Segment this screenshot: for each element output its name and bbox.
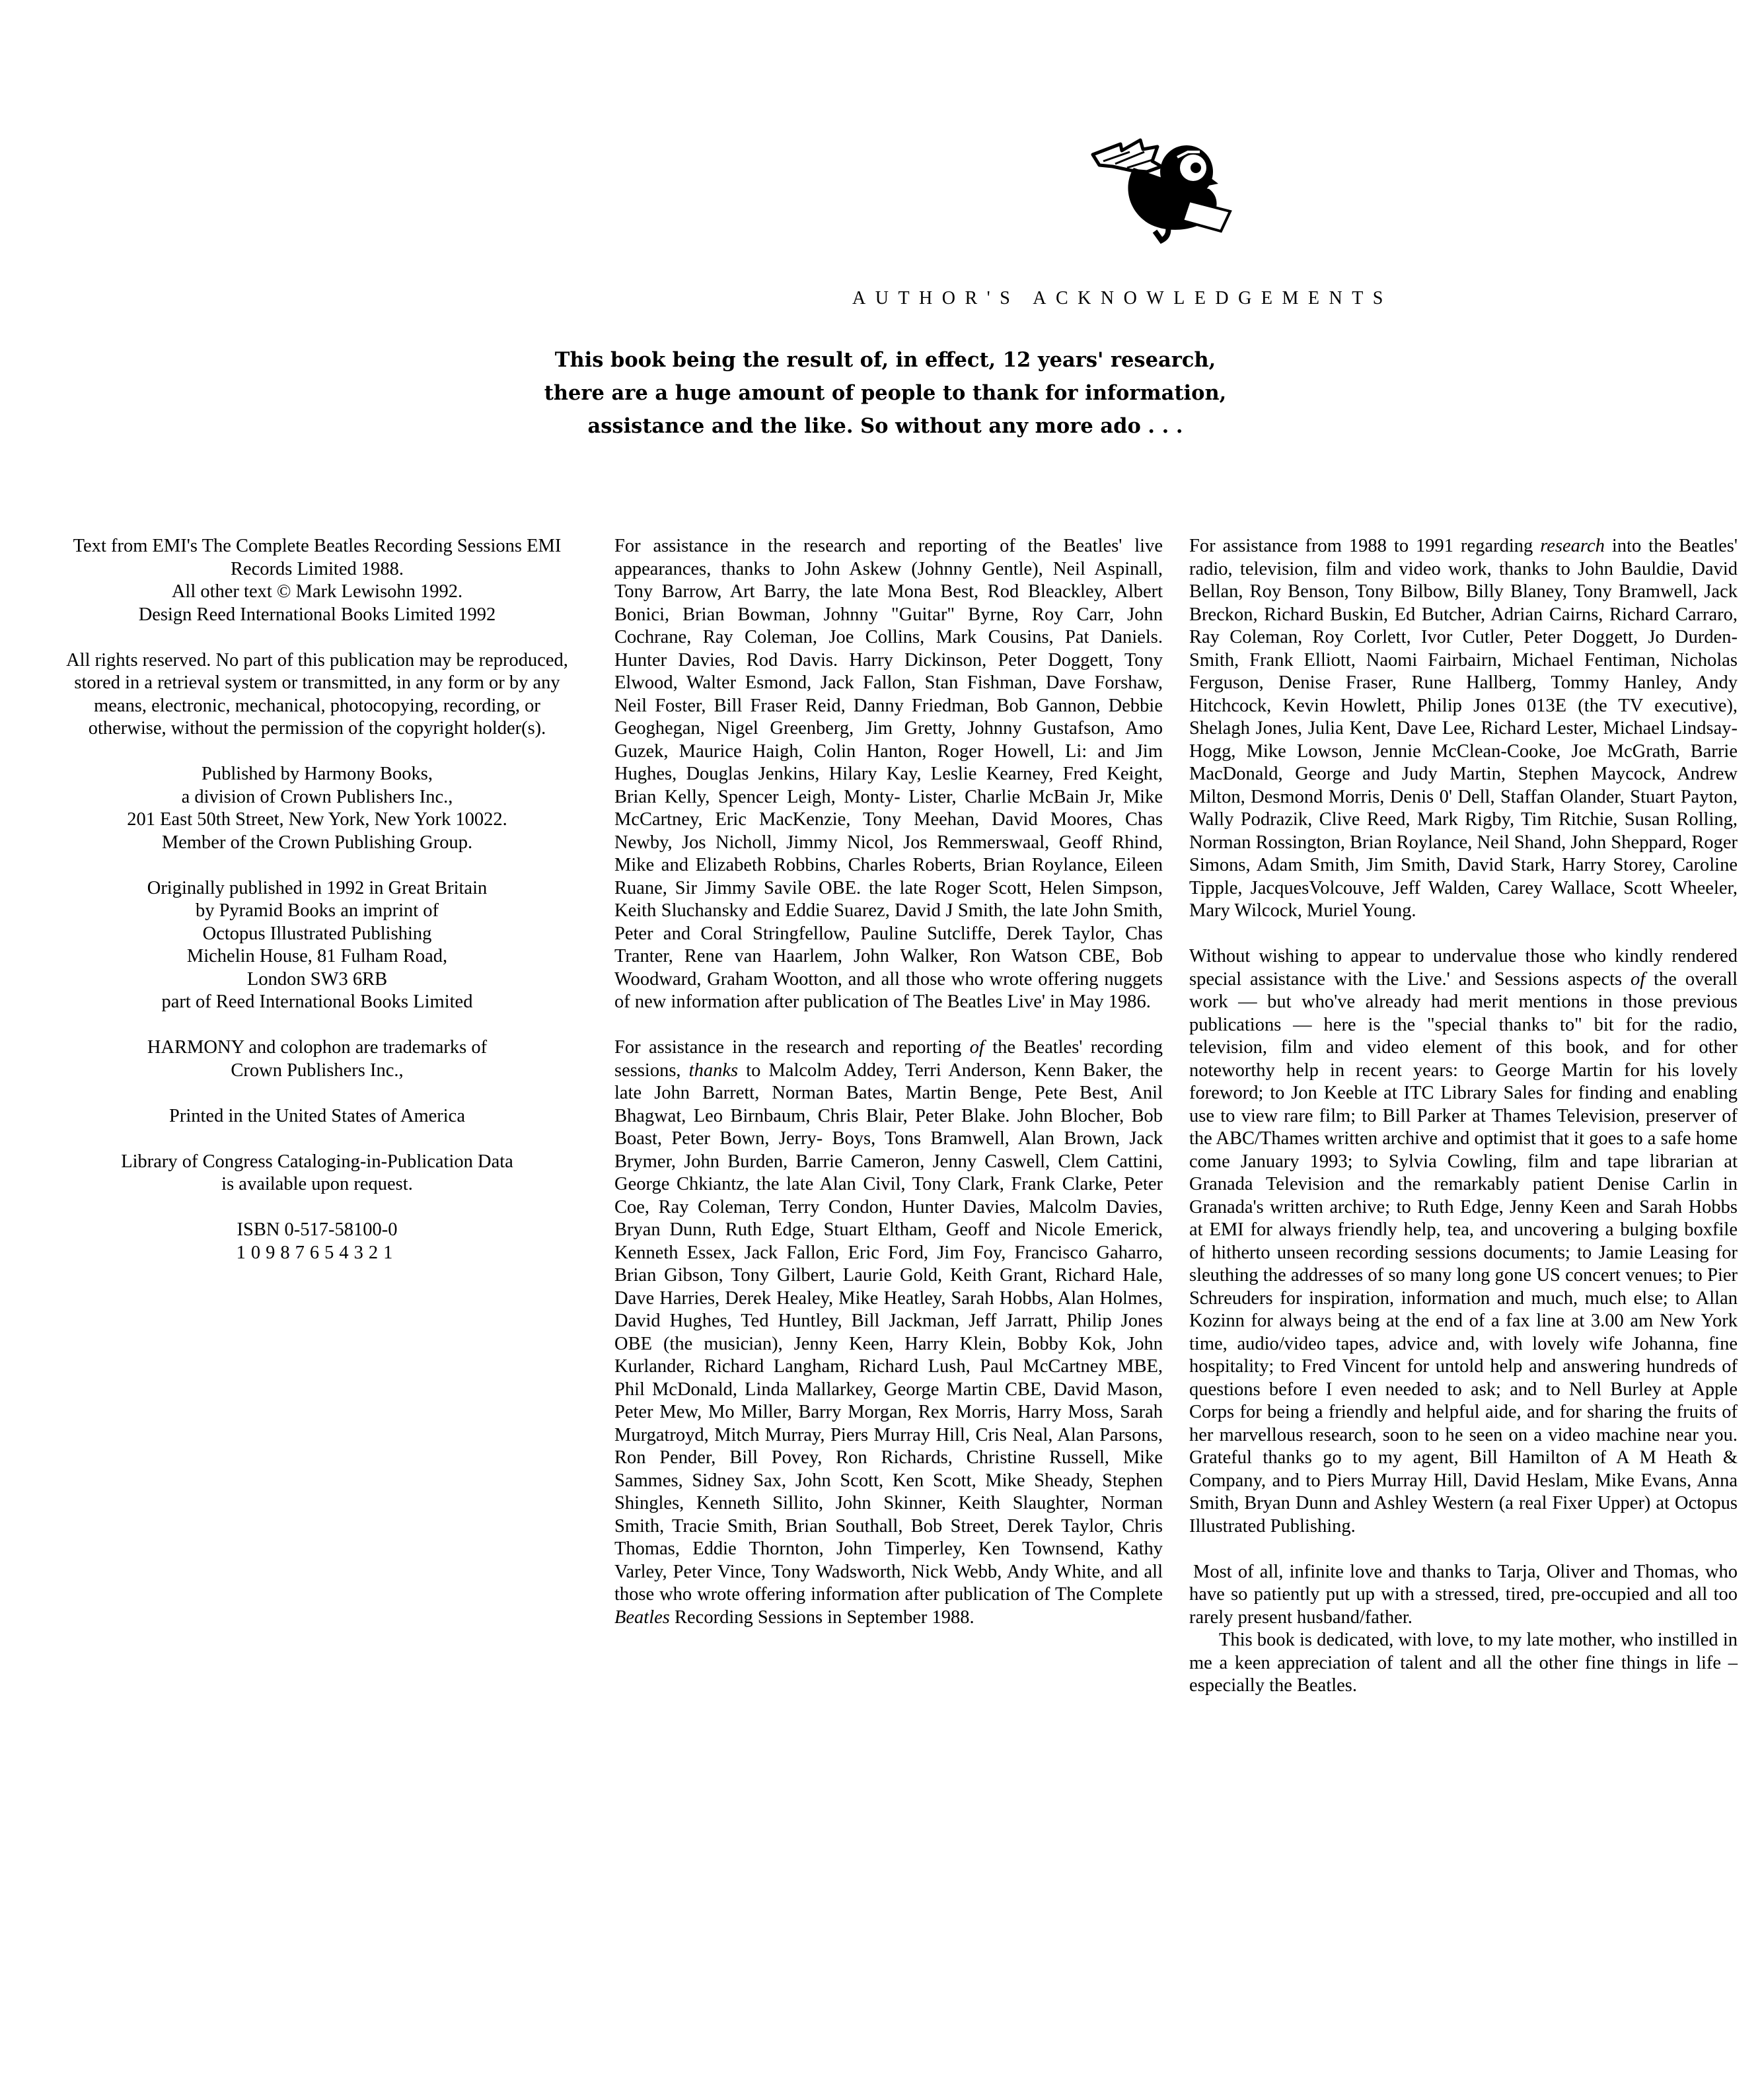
live-acknowledgements: For assistance in the research and reporting of the Beatles' live appearances, thanks to John Askew (Johnny Gentle), Neil Aspinall, Tony Barrow, Art Barry, the late Mona Best, Rod Bleackley, Albert Bonici, Brian Bowman, Johnny "Guitar" Byrne, Roy Carr, John Cochrane, Ray Coleman, Joe Collins, Mark Cousins, Pat Daniels. Hunter Davies, Rod Davis. Harry Dickinson, Peter Doggett, Tony Elwood, Walter Esmond, Jack Fallon, Stan Fishman, Dave Forshaw, Neil Foster, Bill Fraser Reid, Danny Friedman, Bob Gannon, Debbie Geoghegan, Nigel Greenberg, Jim Gretty, Johnny Gustafson, Amo Guzek, Maurice Haigh, Colin Hanton, Roger Howell, Li: and Jim Hughes, Douglas Jenkins, Hilary Kay, Leslie Kearney, Fred Keight, Brian Kelly, Spencer Leigh, Monty- Lister, Charlie McBain Jr, Mike McCartney, Eric MacKenzie, Tony Meehan, David Moores, Chas Newby, Jos Nicholl, Jimmy Nicol, Jos Remmerswaal, Geoff Rhind, Mike and Elizabeth Robbins, Charles Roberts, Brian Roylance, Eileen Ruane, Sir Jimmy Savile OBE. the late Roger Scott, Helen Simpson, Keith Sluchansky and Eddie Suarez, David J Smith, the late John Smith, Peter and Coral Stringfellow, Pauline Sutcliffe, Derek Taylor, Chas Tranter, Rene van Haarlem, John Walker, Ron Watson CBE, Bob Woodward, Graham Wootton, and all those who wrote offering nuggets of new information after publication of The Beatles Live' in May 1986. [614,536,1163,1012]
isbn: ISBN 0-517-58100-0 [237,1219,398,1240]
publisher-info: Published by Harmony Books, a division of Crown Publishers Inc., 201 East 50th Street, New York, New York 10022. Member of the Crown Publishing Group. [127,764,507,853]
trademark-notice: HARMONY and colophon are trademarks of Crown Publishers Inc., [147,1037,488,1081]
special-thanks: Without wishing to appear to undervalue those who kindly rendered special assistance with the Live.' and Sessions aspects of the overall work — but who've already had merit mentions in those previous publications — here is the "special thanks to" bit for the radio, television, film and video element of this book, and for other noteworthy help in recent years: to George Martin for his lovely foreword; to Jon Keeble at ITC Library Sales for finding and enabling use to view rare film; to Bill Parker at Thames Television, preserver of the ABC/Thames written archive and optimist that it goes to a safe home come January 1993; to Sylvia Cowling, film and tape librarian at Granada Television and the remarkably patient Denise Carlin in Granada's written archive; to Ruth Edge, Jenny Keen and Sarah Hobbs at EMI for always friendly help, tea, and uncovering a bulging boxfile of hitherto unseen recording sessions documents; to Jamie Leasing for sleuthing the addresses of so many long gone US concert venues; to Pier Schreuders for inspiration, information and much, much else; to Allan Kozinn for always being at the end of a fax line at 3.00 am New York time, audio/video tapes, advice and, with lovely wife Johanna, fine hospitality; to Fred Vincent for untold help and answering hundreds of questions before I even needed to ask; and to Nell Burley at Apple Corps for being a friendly and helpful aide, and for sharing the fruits of her marvellous research, soon to he seen on a video machine near you. Grateful thanks go to my agent, Bill Hamilton of A M Heath & Company, and to Piers Murray Hill, David Heslam, Mike Evans, Anna Smith, Bryan Dunn and Ashley Western (a real Fixer Upper) at Octopus Illustrated Publishing. [1189,946,1738,1537]
intro [489,344,1282,443]
printing-line: 10987654321 [236,1242,398,1263]
live-sessions-column [614,535,1163,1652]
research-acknowledgements: For assistance from 1988 to 1991 regarding research into the Beatles' radio, television, film and video work, thanks to John Bauldie, David Bellan, Roy Benson, Tony Bilbow, Billy Blaney, Tony Bramwell, Jack Breckon, Richard Buskin, Ed Butcher, Adrian Cairns, Richard Carraro, Ray Coleman, Roy Corlett, Ivor Cutler, Peter Doggett, Jo Durden-Smith, Frank Elliott, Naomi Fairbairn, Michael Fentiman, Nicholas Ferguson, Denise Fraser, Rune Hallberg, Tommy Hanley, Andy Hitchcock, Kevin Howlett, Philip Jones 013E (the TV executive), Shelagh Jones, Julia Kent, Dave Lee, Richard Lester, Michael Lindsay-Hogg, Mike Lowson, Jennie McClean-Cooke, Joe McGrath, Barrie MacDonald, George and Judy Martin, Stephen Maycock, Andrew Milton, Desmond Morris, Denis 0' Dell, Staffan Olander, Stuart Payton, Wally Podrazik, Clive Reed, Mark Rigby, Tim Ritchie, Susan Rolling, Norman Rossington, Brian Roylance, Neil Shand, John Sheppard, Roger Simons, Adam Smith, Jim Smith, David Stark, Harry Storey, Caroline Tipple, JacquesVolcouve, Jeff Walden, Carey Wallace, Scott Wheeler, Mary Wilcock, Muriel Young. [1189,536,1738,921]
intro-line: This book being the result of, in effect, 12 years' research, [554,348,1216,372]
imprint-column [53,535,581,1287]
intro-line: assistance and the like. So without any more ado . . . [587,414,1183,438]
research-column [1189,535,1738,1698]
copyright-notice: Text from EMI's The Complete Beatles Recording Sessions EMI Records Limited 1988. All other text © Mark Lewisohn 1992. Design Reed International Books Limited 1992 [73,536,562,625]
dedication: This book is dedicated, with love, to my late mother, who instilled in me a keen appreciation of talent and all the other fine things in life – especially the Beatles. [1189,1630,1738,1696]
pyramid-books-bird-logo-icon [1083,132,1242,244]
printed-notice: Printed in the United States of America [169,1105,465,1126]
cataloging-notice: Library of Congress Cataloging-in-Publication Data is available upon request. [121,1151,513,1194]
family-thanks: Most of all, infinite love and thanks to Tarja, Oliver and Thomas, who have so patiently put up with a stressed, tired, pre-occupied and all too rarely present husband/father. [1189,1561,1738,1628]
intro-line: there are a huge amount of people to thank for information, [544,381,1227,405]
page-title: AUTHOR'S ACKNOWLEDGEMENTS [852,288,1393,308]
rights-notice: All rights reserved. No part of this publication may be reproduced, stored in a retrieval system or transmitted, in any form or by any means, electronic, mechanical, photocopying, recording, or otherwise, without the permission of the copyright holder(s). [66,649,568,739]
original-publication: Originally published in 1992 in Great Britain by Pyramid Books an imprint of Octopus Illustrated Publishing Michelin House, 81 Fulham Road, London SW3 6RB part of Reed International Books Limited [147,877,488,1012]
sessions-acknowledgements: For assistance in the research and reporting of the Beatles' recording sessions, thanks to Malcolm Addey, Terri Anderson, Kenn Baker, the late John Barrett, Norman Bates, Martin Benge, Pete Best, Anil Bhagwat, Leo Birnbaum, Chris Blair, Peter Blake. John Blocher, Bob Boast, Peter Bown, Jerry- Boys, Tons Bramwell, Alan Brown, Jack Brymer, John Burden, Barrie Cameron, Jenny Caswell, Clem Cattini, George Chkiantz, the late Alan Civil, Tony Clark, Frank Clarke, Peter Coe, Ray Coleman, Terry Condon, Hunter Davies, Malcolm Davies, Bryan Dunn, Ruth Edge, Stuart Eltham, Geoff and Nicole Emerick, Kenneth Essex, Jack Fallon, Eric Ford, Jim Foy, Francisco Gaharro, Brian Gibson, Tony Gilbert, Laurie Gold, Keith Grant, Richard Hale, Dave Harries, Derek Healey, Mike Heatley, Sarah Hobbs, Alan Holmes, David Hughes, Ted Huntley, Bill Jackman, Jeff Jarratt, Philip Jones OBE (the musician), Jenny Keen, Harry Klein, Bobby Kok, John Kurlander, Richard Langham, Richard Lush, Paul McCartney MBE, Phil McDonald, Linda Mallarkey, George Martin CBE, David Mason, Peter Mew, Mo Miller, Barry Morgan, Rex Morris, Harry Moss, Sarah Murgatroyd, Mitch Murray, Piers Murray Hill, Cris Neal, Alan Parsons, Ron Pender, Bill Povey, Ron Richards, Christine Russell, Mike Sammes, Sidney Sax, John Scott, Ken Scott, Mike Sheady, Stephen Shingles, Kenneth Sillito, John Skinner, Keith Slaughter, Norman Smith, Tracie Smith, Brian Southall, Bob Street, Derek Taylor, Chris Thomas, Eddie Thornton, John Timperley, Ken Townsend, Kathy Varley, Peter Vince, Tony Wadsworth, Nick Webb, Andy White, and all those who wrote offering information after publication of The Complete Beatles Recording Sessions in September 1988. [614,1037,1163,1628]
